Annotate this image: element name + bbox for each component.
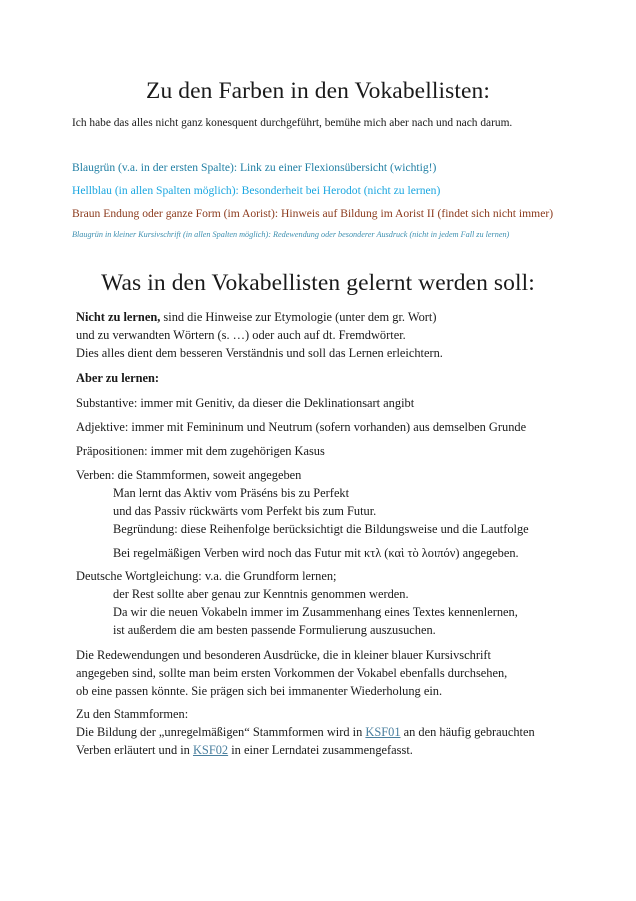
ksf02-link[interactable]: KSF02 [192,743,229,757]
deutsch-line-3: ist außerdem die am besten passende Formulierung auszusuchen. [113,623,436,637]
stammformen-text-1b: an den häufig gebrauchten [400,725,535,739]
redewendungen-line-3: ob eine passen könnte. Sie prägen sich bei immanenter Wiederholung ein. [76,684,443,698]
legend-blaugruen: Blaugrün (v.a. in der ersten Spalte): Link zu einer Flexionsübersicht (wichtig!) [72,161,437,174]
deutsch-line-1: der Rest sollte aber genau zur Kenntnis genommen werden. [113,587,409,601]
verben-extra: Bei regelmäßigen Verben wird noch das Futur mit κτλ (καὶ τὸ λοιπόν) angegeben. [113,546,519,560]
substantive-rule: Substantive: immer mit Genitiv, da dieser die Deklinationsart angibt [76,396,415,410]
not-learn-rest: sind die Hinweise zur Etymologie (unter dem gr. Wort) [160,310,437,324]
intro-text: Ich habe das alles nicht ganz konesquent durchgeführt, bemühe mich aber nach und nach darum. [72,117,513,129]
verben-line-3: Begründung: diese Reihenfolge berücksichtigt die Bildungsweise und die Lautfolge [113,522,529,536]
redewendungen-line-1: Die Redewendungen und besonderen Ausdrücke, die in kleiner blauer Kursivschrift [76,648,491,662]
stammformen-text-2a: Verben erläutert und in [76,743,193,757]
not-learn-line-2: und zu verwandten Wörtern (s. …) oder auch auf dt. Fremdwörter. [76,328,406,342]
legend-braun: Braun Endung oder ganze Form (im Aorist): Hinweis auf Bildung im Aorist II (findet sich nicht immer) [72,207,554,220]
section-title-learn: Was in den Vokabellisten gelernt werden soll: [101,270,535,296]
stammformen-text-1a: Die Bildung der „unregelmäßigen“ Stammformen wird in [76,725,366,739]
adjektive-rule: Adjektive: immer mit Femininum und Neutrum (sofern vorhanden) aus demselben Grunde [76,420,527,434]
legend-blaugruen-small: Blaugrün in kleiner Kursivschrift (in allen Spalten möglich): Redewendung oder besonderer Ausdruck (nicht in jedem Fall zu lernen) [72,230,510,239]
section-title-colors: Zu den Farben in den Vokabellisten: [146,78,490,104]
learn-heading [76,371,159,386]
not-learn-bold: Nicht zu lernen, [76,310,161,324]
deutsch-line-2: Da wir die neuen Vokabeln immer im Zusammenhang eines Textes kennenlernen, [113,605,518,619]
stammformen-text-2b: in einer Lerndatei zusammengefasst. [228,743,413,757]
praepositionen-rule: Präpositionen: immer mit dem zugehörigen Kasus [76,444,325,458]
redewendungen-line-2: angegeben sind, sollte man beim ersten Vorkommen der Vokabel ebenfalls durchsehen, [76,666,508,680]
verben-line-2: und das Passiv rückwärts vom Perfekt bis zum Futur. [113,504,377,518]
deutsch-rule: Deutsche Wortgleichung: v.a. die Grundform lernen; [76,569,337,583]
stammformen-line-2 [76,743,413,758]
ksf01-link[interactable]: KSF01 [365,725,401,739]
not-learn-line-3: Dies alles dient dem besseren Verständnis und soll das Lernen erleichtern. [76,346,443,360]
stammformen-heading: Zu den Stammformen: [76,707,189,721]
verben-rule: Verben: die Stammformen, soweit angegeben [76,468,302,482]
legend-hellblau: Hellblau (in allen Spalten möglich): Besonderheit bei Herodot (nicht zu lernen) [72,184,441,197]
stammformen-line-1 [76,725,535,740]
not-learn-line-1 [76,310,436,325]
verben-line-1: Man lernt das Aktiv vom Präséns bis zu Perfekt [113,486,350,500]
learn-heading-text: Aber zu lernen: [76,371,160,385]
